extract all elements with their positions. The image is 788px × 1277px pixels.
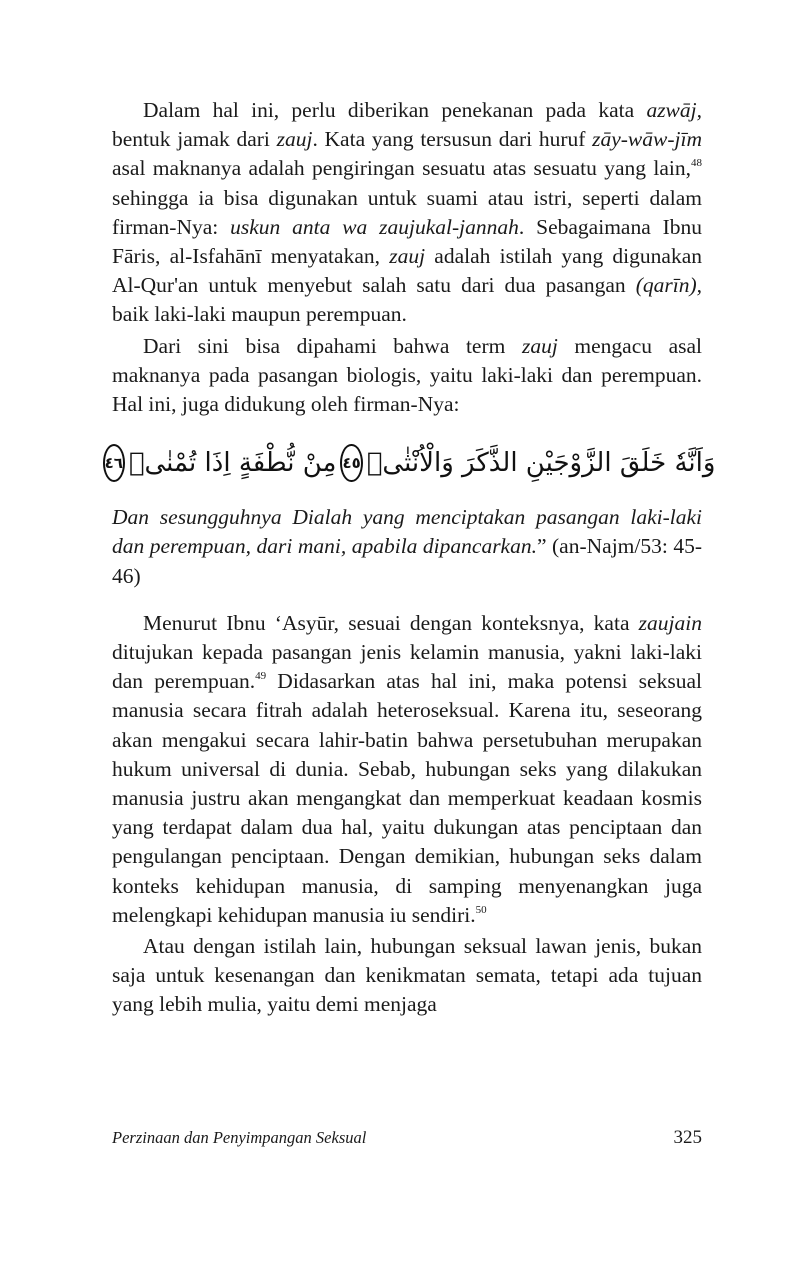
text: adalah istilah yang digunakan Al-Qur'an untuk menyebut salah satu dari dua pasangan	[112, 244, 702, 298]
footnote-ref-49[interactable]: 49	[255, 670, 267, 683]
verse-translation	[112, 503, 702, 591]
text: baik laki-laki maupun perempuan.	[112, 302, 407, 327]
text: Dalam hal ini, perlu diberikan penekanan pada kata	[143, 98, 647, 122]
italic-term: zaujain	[638, 610, 702, 635]
paragraph-4	[112, 932, 702, 1020]
italic-term: zauj	[521, 333, 558, 358]
italic-term: zauj	[389, 244, 426, 269]
translation-text: Dan sesungguhnya Dialah yang menciptakan pasangan laki-laki dan perempuan, dari mani, apabila dipancarkan.	[112, 505, 702, 559]
verse-part-2: مِنْ نُّطْفَةٍ اِذَا تُمْنٰىۖ	[128, 448, 337, 479]
ayah-number-45: ٤٥	[340, 444, 362, 482]
italic-term: (qarīn),	[635, 273, 702, 298]
text: . Kata yang tersusun dari huruf	[312, 127, 593, 152]
text: bentuk jamak dari	[112, 127, 277, 152]
text: sehingga ia bisa digunakan untuk suami atau istri, seperti dalam firman-Nya:	[112, 185, 702, 239]
text: Didasarkan atas hal ini, maka potensi seksual manusia secara fitrah adalah heteroseksual. Karena itu, seseorang akan mengakui secara lahir-batin bahwa persetubuhan merupakan hukum universal di dunia. Sebab, hubungan seks yang dilakukan manusia justru akan mengangkat dan memperkuat keadaan kosmis yang terdapat dalam dua hal, yaitu dukungan atas penciptaan dan pengulangan penciptaan. Dengan demikian, hubungan seks dalam konteks kehidupan manusia, di samping menyenangkan juga melengkapi kehidupan manusia iu sendiri.	[112, 669, 702, 927]
paragraph-3	[112, 609, 702, 930]
footnote-ref-50[interactable]: 50	[475, 903, 487, 916]
text: Dari sini bisa dipahami bahwa term	[143, 333, 522, 358]
text: ditujukan kepada pasangan jenis kelamin manusia, yakni laki-laki dan perempuan.	[112, 640, 702, 694]
quran-verse	[104, 437, 716, 489]
paragraph-1	[112, 96, 702, 330]
italic-term: uskun anta wa zaujukal-jannah	[230, 214, 519, 239]
ayah-number-46: ٤٦	[103, 444, 125, 482]
text: Menurut Ibnu ‘Asyūr, sesuai dengan konteksnya, kata	[143, 610, 639, 635]
italic-term: zauj	[276, 127, 313, 152]
text: asal maknanya adalah pengiringan sesuatu atas sesuatu yang lain,	[112, 156, 691, 181]
verse-reference: ” (an-Najm/53: 45-46)	[112, 534, 702, 588]
page-footer	[112, 1127, 702, 1149]
footnote-ref-48[interactable]: 48	[691, 157, 702, 170]
page-number: 325	[673, 1127, 702, 1148]
text: mengacu asal maknanya pada pasangan biologis, yaitu laki-laki dan perempuan. Hal ini, juga didukung oleh firman-Nya:	[112, 333, 702, 417]
italic-term: zāy-wāw-jīm	[592, 127, 702, 152]
running-title: Perzinaan dan Penyimpangan Seksual	[112, 1128, 367, 1147]
verse-part-1: وَاَنَّهٗ خَلَقَ الزَّوْجَيْنِ الذَّكَرَ وَالْاُنْثٰىۙ	[366, 448, 716, 479]
text: Atau dengan istilah lain, hubungan seksual lawan jenis, bukan saja untuk kesenangan dan kenikmatan semata, tetapi ada tujuan yang lebih mulia, yaitu demi menjaga	[112, 934, 702, 1017]
italic-term: azwāj,	[646, 98, 702, 122]
page-body	[104, 96, 716, 1020]
paragraph-2	[112, 332, 702, 420]
text: . Sebagaimana Ibnu Fāris, al-Isfahānī menyatakan,	[112, 214, 703, 269]
